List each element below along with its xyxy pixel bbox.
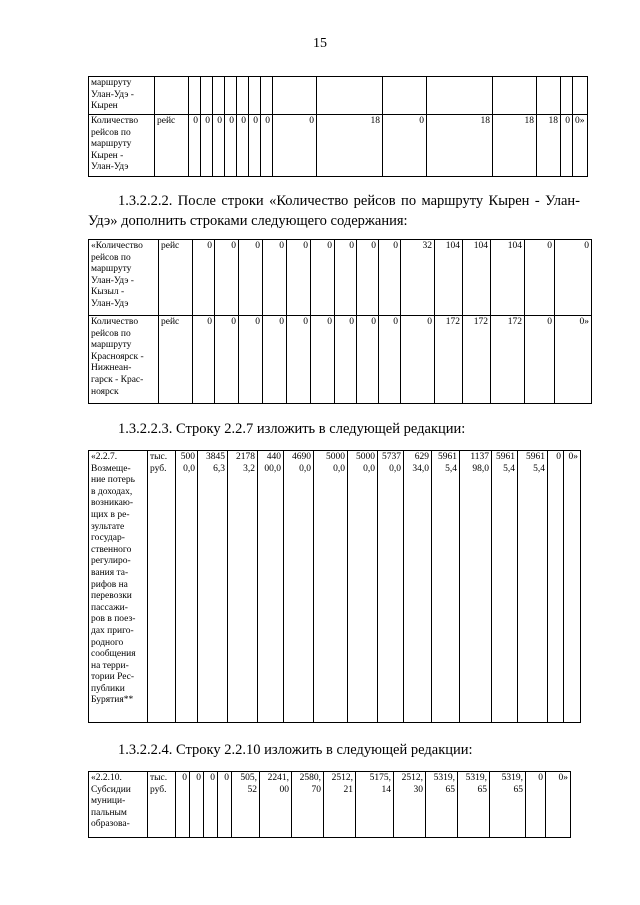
cell-value: 172 xyxy=(491,316,525,404)
cell-value: 0 xyxy=(335,316,357,404)
cell-value: 0 xyxy=(287,316,311,404)
cell-value: 0» xyxy=(555,316,592,404)
cell-value: 0 xyxy=(249,115,261,177)
cell-value: 0 xyxy=(239,240,263,316)
table-new-rows xyxy=(88,239,592,404)
row-unit: рейс xyxy=(159,240,193,316)
cell-value: 5319, 65 xyxy=(426,772,458,838)
page-number: 15 xyxy=(313,36,327,51)
table-row xyxy=(89,115,588,177)
cell-value: 0 xyxy=(176,772,190,838)
cell-value: 18 xyxy=(317,115,383,177)
paragraph-1-3-2-2-4: 1.3.2.2.4. Строку 2.2.10 изложить в следующей редакции: xyxy=(118,742,473,758)
row-name: Количество рейсов по маршруту Кырен - Улан-Удэ xyxy=(89,115,155,177)
cell-value: 0 xyxy=(237,115,249,177)
cell-value: 172 xyxy=(463,316,491,404)
cell-value: 0 xyxy=(263,240,287,316)
cell-value: 0 xyxy=(379,240,401,316)
cell-value: 0 xyxy=(190,772,204,838)
cell-value: 0 xyxy=(273,115,317,177)
cell-value: 172 xyxy=(435,316,463,404)
cell-value: 104 xyxy=(463,240,491,316)
cell-value: 0 xyxy=(193,240,215,316)
row-name: маршруту Улан-Удэ - Кырен xyxy=(89,77,155,115)
cell-value: 0 xyxy=(218,772,232,838)
cell-value: 0 xyxy=(189,115,201,177)
table-row xyxy=(89,316,592,404)
row-unit: рейс xyxy=(155,115,189,177)
paragraph-1-3-2-2-2: 1.3.2.2.2. После строки «Количество рейсов по маршруту Кырен - Улан-Удэ» дополнить строками следующего содержания: xyxy=(88,193,580,229)
row-unit xyxy=(155,77,189,115)
cell-value: 0 xyxy=(215,240,239,316)
cell-value: 3845 6,3 xyxy=(198,451,228,723)
table-row xyxy=(89,772,571,838)
cell-value: 0 xyxy=(225,115,237,177)
row-name: Количество рейсов по маршруту Красноярск - Нижнеан- гарск - Крас- ноярск xyxy=(89,316,159,404)
cell-value: 0 xyxy=(379,316,401,404)
cell-value: 0» xyxy=(564,451,581,723)
cell-value: 5961 5,4 xyxy=(492,451,518,723)
cell-value: 0 xyxy=(401,316,435,404)
cell-value: 0 xyxy=(357,240,379,316)
cell-value: 0» xyxy=(546,772,571,838)
cell-value: 4690 0,0 xyxy=(284,451,314,723)
cell-value: 5000 0,0 xyxy=(348,451,378,723)
cell-value: 2580, 70 xyxy=(292,772,324,838)
cell-value: 5961 5,4 xyxy=(432,451,460,723)
cell-value: 0 xyxy=(383,115,427,177)
cell-value: 2512, 21 xyxy=(324,772,356,838)
cell-value: 0 xyxy=(525,316,555,404)
cell-value: 5961 5,4 xyxy=(518,451,548,723)
cell-value: 18 xyxy=(427,115,493,177)
cell-value: 0 xyxy=(261,115,273,177)
row-unit: тыс. руб. xyxy=(148,451,176,723)
table-row xyxy=(89,451,581,723)
paragraph-1-3-2-2-3: 1.3.2.2.3. Строку 2.2.7 изложить в следующей редакции: xyxy=(118,421,466,437)
cell-value: 0 xyxy=(526,772,546,838)
cell-value: 5319, 65 xyxy=(458,772,490,838)
cell-value: 104 xyxy=(435,240,463,316)
cell-value: 0 xyxy=(525,240,555,316)
table-row xyxy=(89,77,588,115)
table-row xyxy=(89,240,592,316)
cell-value: 629 34,0 xyxy=(404,451,432,723)
cell-value: 0 xyxy=(193,316,215,404)
cell-value: 505, 52 xyxy=(232,772,260,838)
cell-value: 5175, 14 xyxy=(356,772,394,838)
cell-value: 5737 0,0 xyxy=(378,451,404,723)
cell-value: 0» xyxy=(573,115,588,177)
cell-value: 2178 3,2 xyxy=(228,451,258,723)
cell-value: 0 xyxy=(561,115,573,177)
cell-value: 2512, 30 xyxy=(394,772,426,838)
cell-value: 104 xyxy=(491,240,525,316)
cell-value: 0 xyxy=(311,240,335,316)
cell-value: 0 xyxy=(287,240,311,316)
table-row-2-2-10 xyxy=(88,771,571,838)
table-row-2-2-7 xyxy=(88,450,581,723)
row-unit: рейс xyxy=(159,316,193,404)
cell-value: 0 xyxy=(311,316,335,404)
row-name: «Количество рейсов по маршруту Улан-Удэ - Кызыл - Улан-Удэ xyxy=(89,240,159,316)
cell-value: 18 xyxy=(493,115,537,177)
cell-value: 0 xyxy=(201,115,213,177)
row-name: «2.2.10. Субсидии муници- пальным образова- xyxy=(89,772,148,838)
cell-value: 2241, 00 xyxy=(260,772,292,838)
cell-value: 500 0,0 xyxy=(176,451,198,723)
cell-value: 0 xyxy=(213,115,225,177)
cell-value: 18 xyxy=(537,115,561,177)
cell-value: 0 xyxy=(263,316,287,404)
cell-value: 5319, 65 xyxy=(490,772,526,838)
row-unit: тыс. руб. xyxy=(148,772,176,838)
cell-value: 0 xyxy=(357,316,379,404)
cell-value: 0 xyxy=(335,240,357,316)
cell-value: 32 xyxy=(401,240,435,316)
cell-value: 0 xyxy=(555,240,592,316)
row-name: «2.2.7. Возмеще- ние потерь в доходах, возникаю- щих в ре- зультате государ- ственного регулиро- вания та- рифов на перевозки пассажи- ров в поез- дах приго- родного сообщения на терри- тории Рес- публики Бурятия** xyxy=(89,451,148,723)
cell-value: 440 00,0 xyxy=(258,451,284,723)
cell-value: 0 xyxy=(215,316,239,404)
cell-value: 0 xyxy=(548,451,564,723)
cell-value: 5000 0,0 xyxy=(314,451,348,723)
cell-value: 0 xyxy=(204,772,218,838)
cell-value: 0 xyxy=(239,316,263,404)
table-continuation xyxy=(88,76,588,177)
cell-value: 1137 98,0 xyxy=(460,451,492,723)
